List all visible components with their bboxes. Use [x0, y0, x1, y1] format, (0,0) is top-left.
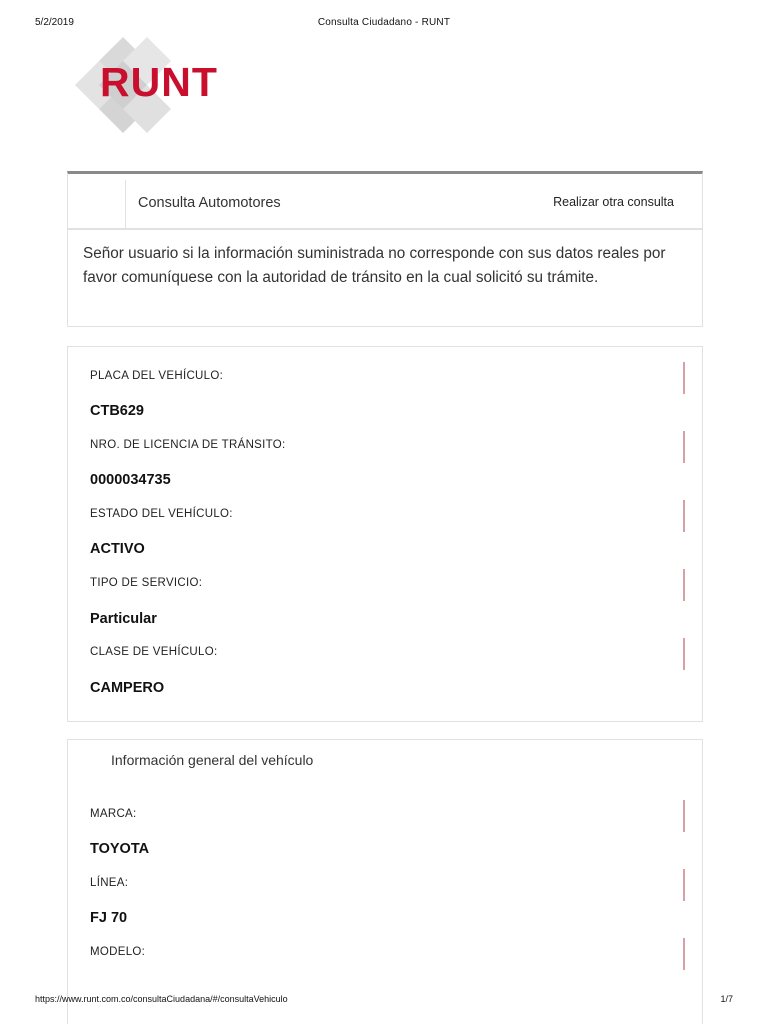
print-date: 5/2/2019 [35, 17, 74, 28]
general-info-heading: Información general del vehículo [111, 752, 314, 768]
field-label-estado: ESTADO DEL VEHÍCULO: [90, 508, 233, 520]
field-label-placa: PLACA DEL VEHÍCULO: [90, 370, 224, 382]
field-marker [683, 869, 685, 901]
toolbar-divider [125, 180, 126, 230]
field-value-licencia: 0000034735 [90, 472, 171, 488]
field-value-estado: ACTIVO [90, 541, 145, 557]
field-value-linea: FJ 70 [90, 910, 128, 926]
field-value-clase: CAMPERO [90, 680, 165, 696]
new-query-link[interactable]: Realizar otra consulta [553, 195, 674, 209]
field-marker [683, 638, 685, 670]
field-marker [683, 569, 685, 601]
field-label-linea: LÍNEA: [90, 877, 129, 889]
consulta-toolbar [67, 171, 703, 229]
field-marker [683, 362, 685, 394]
field-marker [683, 500, 685, 532]
runt-logo [66, 36, 286, 146]
notice-text: Señor usuario si la información suministrada no corresponde con sus datos reales por favor comuníquese con la autoridad de tránsito en la cual solicitó su trámite. [83, 245, 666, 286]
field-label-licencia: NRO. DE LICENCIA DE TRÁNSITO: [90, 439, 286, 451]
print-url: https://www.runt.com.co/consultaCiudadana/#/consultaVehiculo [35, 994, 288, 1004]
print-title: Consulta Ciudadano - RUNT [317, 17, 451, 28]
logo-text: RUNT [100, 59, 218, 105]
toolbar-title: Consulta Automotores [138, 195, 281, 211]
field-marker [683, 938, 685, 970]
print-page-number: 1/7 [720, 994, 733, 1004]
general-info-panel [67, 739, 703, 1024]
print-header [0, 17, 768, 31]
field-label-servicio: TIPO DE SERVICIO: [90, 577, 203, 589]
field-value-servicio: Particular [90, 611, 157, 627]
field-value-marca: TOYOTA [90, 841, 150, 857]
field-label-clase: CLASE DE VEHÍCULO: [90, 646, 218, 658]
field-label-marca: MARCA: [90, 808, 137, 820]
print-footer [0, 994, 768, 1008]
field-value-placa: CTB629 [90, 403, 144, 419]
field-marker [683, 800, 685, 832]
vehicle-summary-panel [67, 346, 703, 722]
field-label-modelo: MODELO: [90, 946, 146, 958]
user-notice [67, 229, 703, 327]
field-marker [683, 431, 685, 463]
